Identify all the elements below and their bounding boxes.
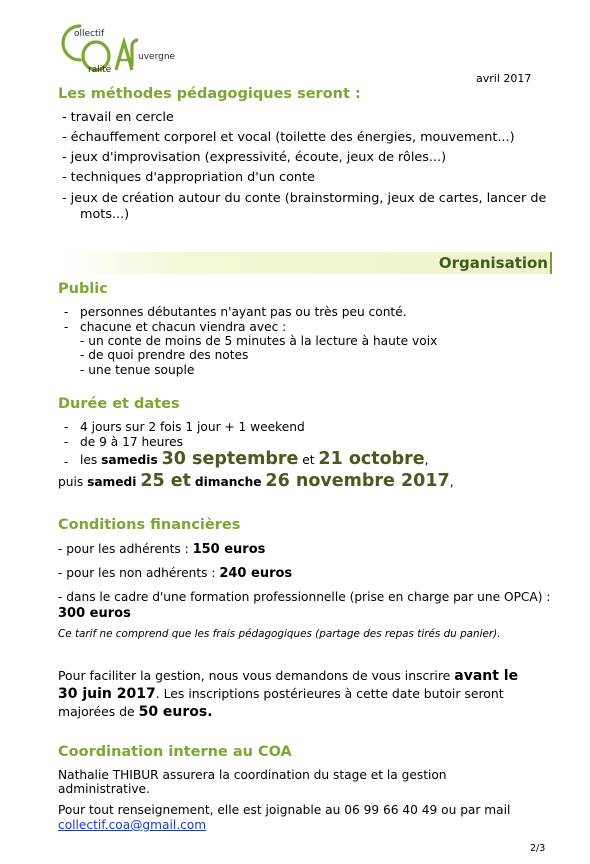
- registration-text: majorées de: [58, 704, 139, 719]
- methods-item: - jeux d'improvisation (expressivité, écoute, jeux de rôles...): [62, 150, 447, 165]
- coa-logo-mark: [58, 18, 188, 76]
- dates-bold: samedi: [87, 475, 137, 489]
- registration-line: [58, 686, 504, 702]
- dates-highlight: 25 et: [140, 471, 191, 491]
- contact-email-link[interactable]: collectif.coa@gmail.com: [58, 818, 207, 832]
- registration-line: [58, 704, 213, 720]
- fees-value-professional: 300 euros: [58, 606, 131, 621]
- fees-row-members: [58, 542, 265, 557]
- registration-text: . Les inscriptions postérieures à cette date butoir seront: [155, 686, 504, 701]
- dates-highlight: 26 novembre 2017: [265, 471, 450, 491]
- coordination-line: Pour tout renseignement, elle est joignable au 06 99 66 40 49 ou par mail: [58, 803, 511, 817]
- dates-bold: dimanche: [194, 475, 262, 489]
- dates-dash: -: [64, 435, 69, 449]
- dates-line: de 9 à 17 heures: [80, 435, 183, 449]
- dates-highlight: 21 octobre: [318, 449, 425, 469]
- registration-line: [58, 668, 518, 684]
- dates-dash: -: [64, 420, 69, 434]
- methods-item-continuation: mots...): [80, 207, 130, 222]
- dates-text: ,: [424, 453, 429, 467]
- public-sub-item: - de quoi prendre des notes: [80, 348, 249, 362]
- dates-text: et: [298, 453, 319, 467]
- fees-label: - pour les adhérents :: [58, 542, 193, 556]
- dates-highlight: 30 septembre: [161, 449, 299, 469]
- registration-text: Pour faciliter la gestion, nous vous demandons de vous inscrire: [58, 668, 455, 683]
- public-heading: Public: [58, 281, 108, 297]
- document-date: avril 2017: [476, 72, 532, 85]
- public-line: chacune et chacun viendra avec :: [80, 320, 287, 334]
- methods-heading: Les méthodes pédagogiques seront :: [58, 86, 361, 102]
- coordination-line: Nathalie THIBUR assurera la coordination du stage et la gestion: [58, 768, 447, 782]
- dates-text: les: [80, 453, 102, 467]
- organisation-band-rule: [550, 252, 552, 274]
- registration-bold: avant le: [454, 668, 519, 684]
- registration-surcharge: 50 euros.: [138, 704, 213, 720]
- fees-note: Ce tarif ne comprend que les frais pédagogiques (partage des repas tirés du panier).: [58, 628, 501, 640]
- fees-row-non-members: [58, 566, 292, 581]
- public-dash: -: [64, 305, 69, 319]
- dates-line-saturdays: [80, 449, 429, 469]
- methods-item: - techniques d'appropriation d'un conte: [62, 170, 315, 185]
- organisation-heading: Organisation: [438, 254, 548, 272]
- fees-label: - pour les non adhérents :: [58, 566, 220, 580]
- coordination-heading: Coordination interne au COA: [58, 744, 292, 760]
- registration-deadline: 30 juin 2017: [58, 686, 156, 702]
- dates-line: 4 jours sur 2 fois 1 jour + 1 weekend: [80, 420, 305, 434]
- dates-text: puis: [58, 475, 88, 489]
- logo-word-oralite: ralité: [88, 65, 112, 75]
- public-sub-item: - une tenue souple: [80, 363, 195, 377]
- dates-heading: Durée et dates: [58, 396, 180, 412]
- coordination-line: administrative.: [58, 782, 150, 796]
- methods-item: - jeux de création autour du conte (brainstorming, jeux de cartes, lancer de: [62, 191, 547, 206]
- dates-dash: -: [64, 455, 69, 469]
- logo-word-collectif: ollectif: [74, 29, 105, 39]
- logo-word-auvergne: uvergne: [138, 52, 176, 62]
- coa-logo: [58, 18, 188, 76]
- dates-text: ,: [449, 475, 454, 489]
- methods-item: - travail en cercle: [62, 110, 174, 125]
- public-line: personnes débutantes n'ayant pas ou très peu conté.: [80, 305, 407, 319]
- fees-value: 150 euros: [192, 542, 266, 557]
- fees-value: 240 euros: [219, 566, 293, 581]
- fees-heading: Conditions financières: [58, 517, 241, 533]
- page-number: 2/3: [530, 843, 546, 854]
- methods-item: - échauffement corporel et vocal (toilette des énergies, mouvement...): [62, 130, 515, 145]
- dates-bold: samedis: [101, 453, 158, 467]
- dates-line-weekend: [58, 471, 454, 491]
- public-sub-item: - un conte de moins de 5 minutes à la lecture à haute voix: [80, 334, 438, 348]
- fees-row-professional: - dans le cadre d'une formation professionnelle (prise en charge par une OPCA) :: [58, 590, 551, 604]
- public-dash: -: [64, 320, 69, 334]
